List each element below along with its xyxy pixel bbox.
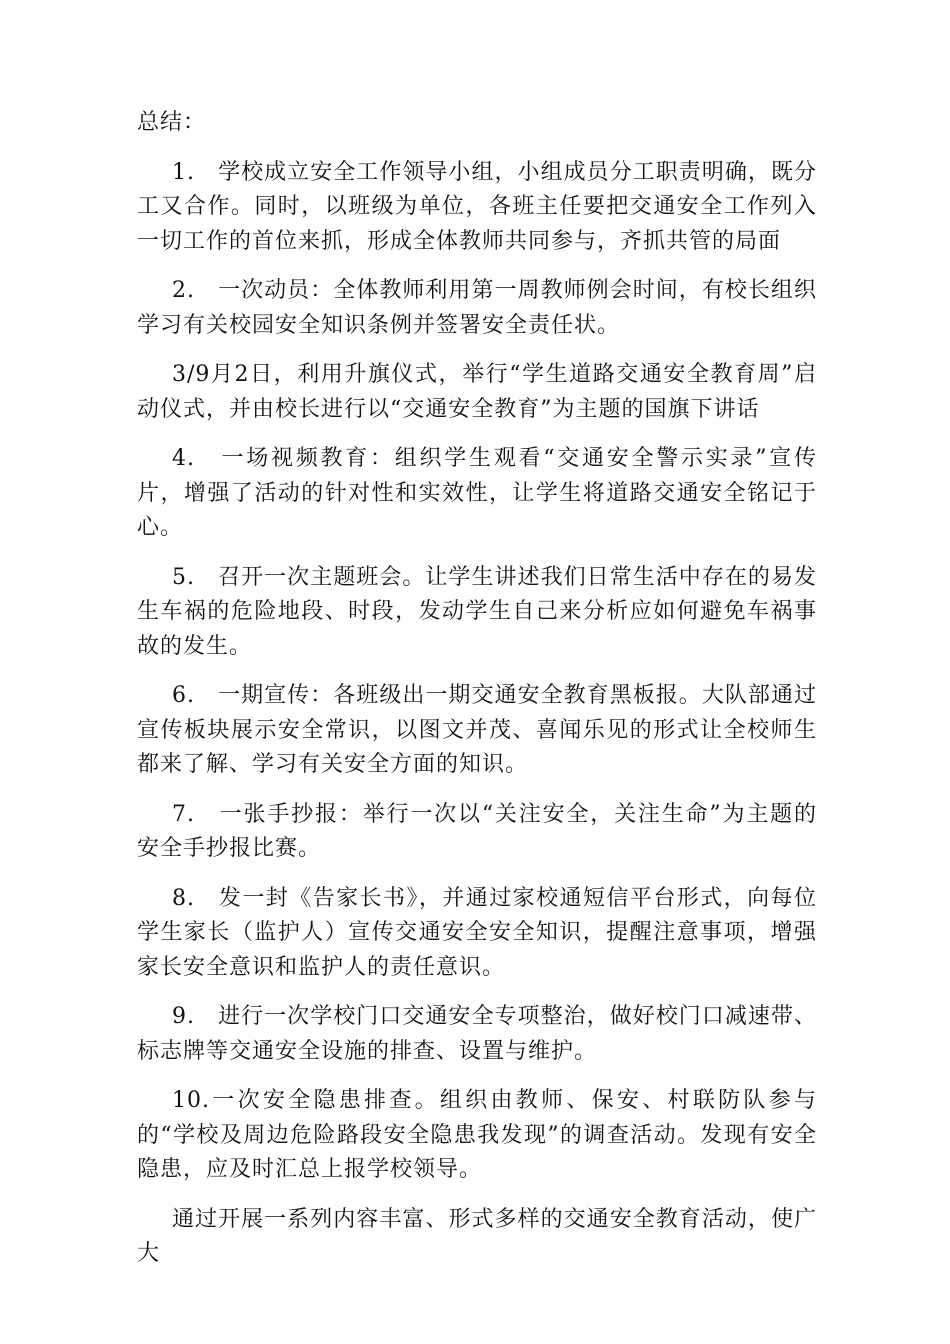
paragraph-4: 4. 一场视频教育：组织学生观看“交通安全警示实录”宣传片，增强了活动的针对性和实效性，让学生将道路交通安全铭记于心。 bbox=[137, 446, 817, 540]
paragraph-9: 9. 进行一次学校门口交通安全专项整治，做好校门口减速带、标志牌等交通安全设施的排查、设置与维护。 bbox=[137, 1004, 817, 1064]
paragraph-10: 10.一次安全隐患排查。组织由教师、保安、村联防队参与的“学校及周边危险路段安全隐患我发现”的调查活动。发现有安全隐患，应及时汇总上报学校领导。 bbox=[137, 1088, 817, 1182]
paragraph-5: 5. 召开一次主题班会。让学生讲述我们日常生活中存在的易发生车祸的危险地段、时段，发动学生自己来分析应如何避免车祸事故的发生。 bbox=[137, 564, 817, 659]
paragraph-2: 2. 一次动员：全体教师利用第一周教师例会时间，有校长组织学习有关校园安全知识条例并签署安全责任状。 bbox=[137, 278, 817, 338]
paragraph-8: 8. 发一封《告家长书》，并通过家校通短信平台形式，向每位学生家长（监护人）宣传交通安全安全知识，提醒注意事项，增强家长安全意识和监护人的责任意识。 bbox=[137, 885, 817, 980]
paragraph-6: 6. 一期宣传：各班级出一期交通安全教育黑板报。大队部通过宣传板块展示安全常识，以图文并茂、喜闻乐见的形式让全校师生都来了解、学习有关安全方面的知识。 bbox=[137, 683, 817, 777]
paragraph-11: 通过开展一系列内容丰富、形式多样的交通安全教育活动，使广大 bbox=[137, 1206, 817, 1266]
paragraph-3: 3/9月2日，利用升旗仪式，举行“学生道路交通安全教育周”启动仪式，并由校长进行以“交通安全教育”为主题的国旗下讲话 bbox=[137, 362, 817, 422]
paragraph-1: 1. 学校成立安全工作领导小组，小组成员分工职责明确，既分工又合作。同时，以班级为单位，各班主任要把交通安全工作列入一切工作的首位来抓，形成全体教师共同参与，齐抓共管的局面 bbox=[137, 159, 817, 254]
paragraph-7: 7. 一张手抄报：举行一次以“关注安全，关注生命”为主题的安全手抄报比赛。 bbox=[137, 801, 817, 861]
summary-heading: 总结： bbox=[137, 110, 207, 135]
document-body bbox=[137, 106, 817, 1287]
